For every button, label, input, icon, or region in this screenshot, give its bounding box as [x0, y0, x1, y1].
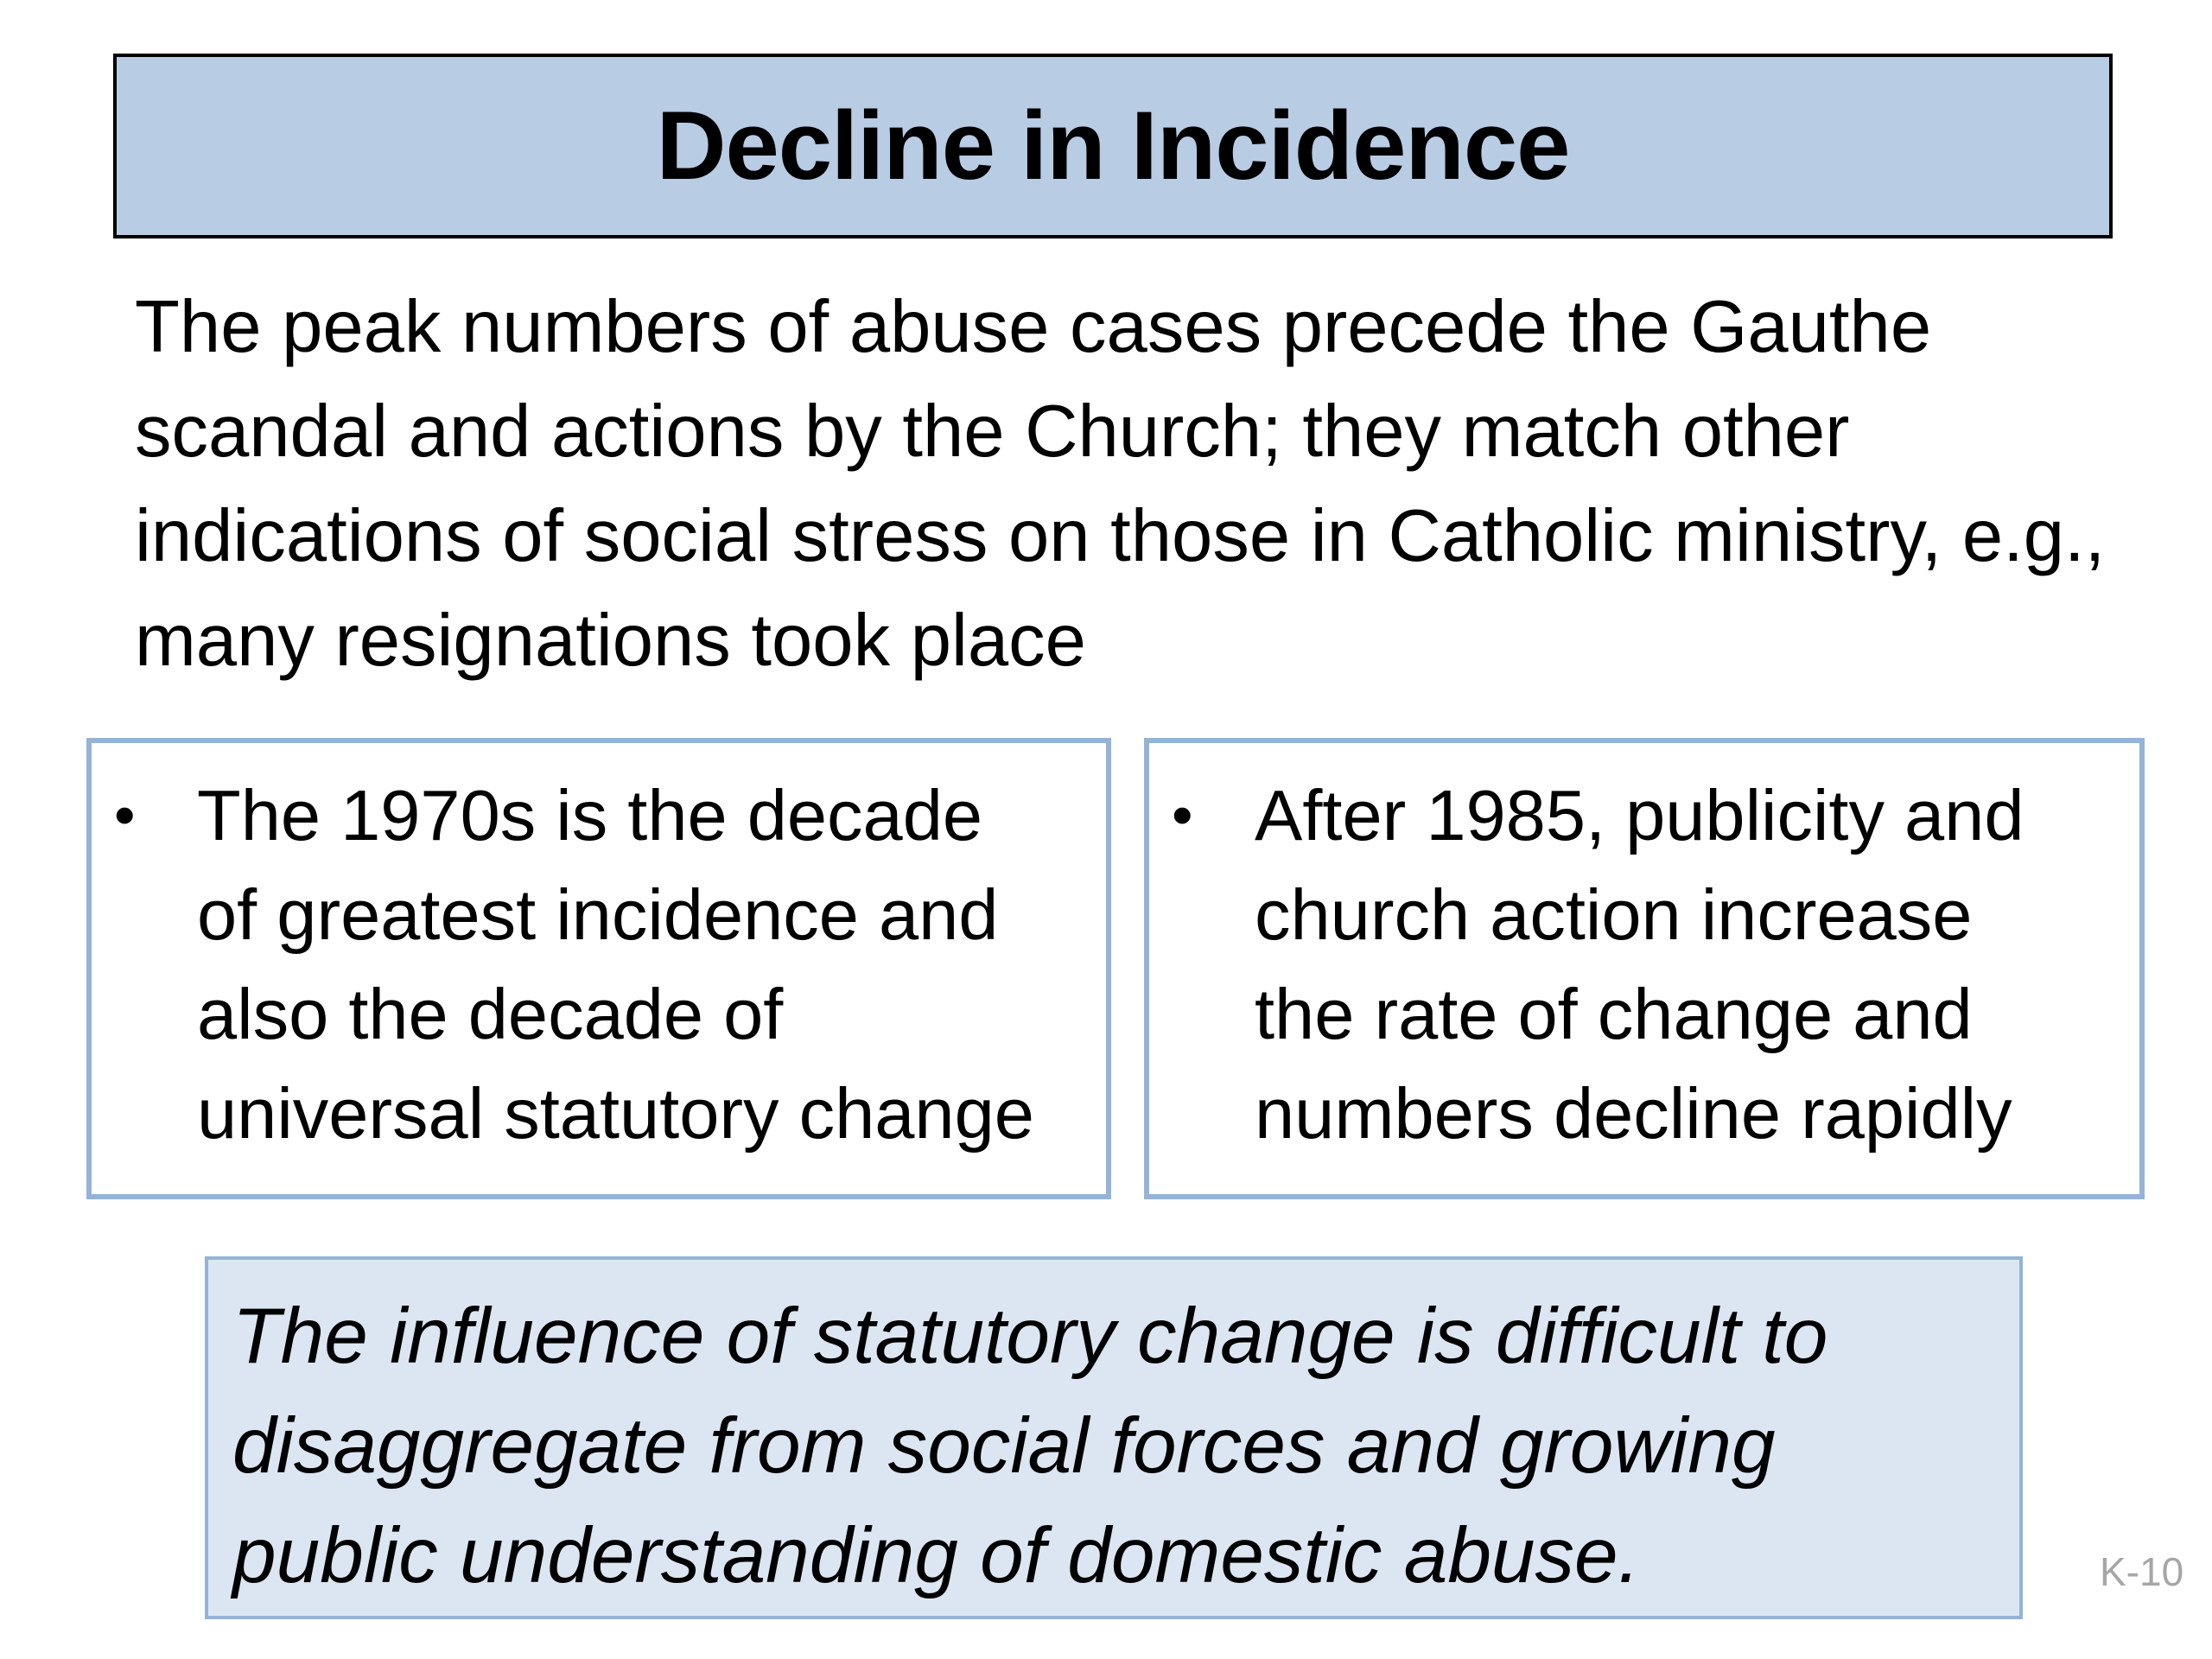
left-bullet-line: also the decade of — [197, 974, 784, 1054]
left-bullet-line: The 1970s is the decade — [197, 775, 983, 855]
left-bullet-line: of greatest incidence and — [197, 874, 999, 955]
intro-paragraph: The peak numbers of abuse cases precede the Gauthe scandal and actions by the Church; they match other indications of social stress on those in Catholic ministry, e.g., many resignations took place — [135, 286, 2106, 682]
title-banner — [113, 54, 2113, 238]
left-bullet-line: universal statutory change — [197, 1073, 1034, 1154]
conclusion-text — [232, 1281, 2002, 1611]
conclusion-box — [205, 1256, 2023, 1619]
slide-number: K-10 — [2100, 1549, 2184, 1594]
right-bullet-line: the rate of change and — [1255, 974, 1973, 1054]
conclusion-line: public understanding of domestic abuse. — [232, 1512, 1640, 1599]
right-bullet-text — [1255, 766, 2139, 1163]
bullet-icon: • — [114, 781, 136, 849]
slide-title: Decline in Incidence — [656, 92, 1570, 200]
right-bullet-line: church action increase — [1255, 874, 1973, 955]
conclusion-line: The influence of statutory change is difficult to — [232, 1293, 1828, 1380]
right-bullet-line: After 1985, publicity and — [1255, 775, 2024, 855]
conclusion-line: disaggregate from social forces and growing — [232, 1402, 1776, 1490]
bullet-icon: • — [1172, 781, 1193, 849]
left-bullet-box — [86, 738, 1111, 1199]
left-bullet-text — [197, 766, 1106, 1163]
right-bullet-line: numbers decline rapidly — [1255, 1073, 2012, 1154]
right-bullet-box — [1144, 738, 2145, 1199]
